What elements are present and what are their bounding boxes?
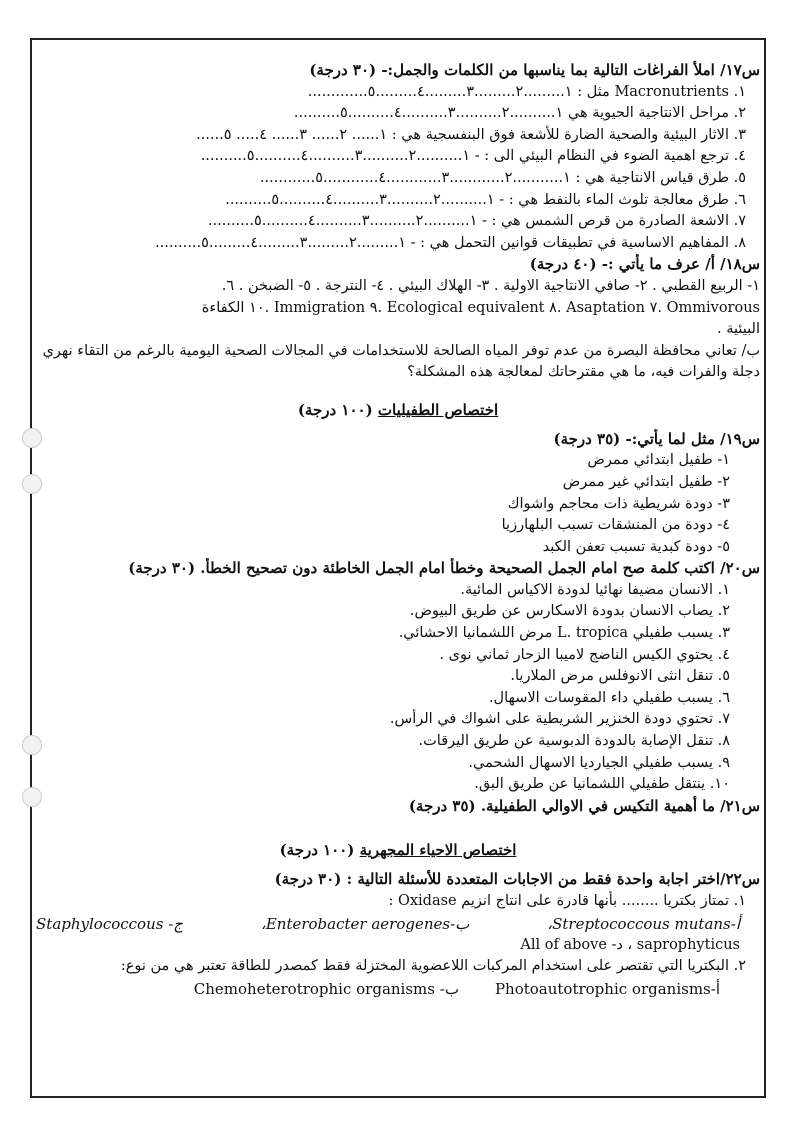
- option-b: ب- Chemoheterotrophic organisms: [193, 979, 459, 998]
- option-b: ب-Enterobacter aerogenes،: [260, 914, 470, 933]
- section-header-microbiology: [36, 837, 760, 863]
- q22-item: ٢. البكتريا التي تقتصر على استخدام المركبات اللاعضوية المختزلة فقط كمصدر للطاقة تعتبر هي من نوع:: [120, 958, 746, 975]
- q18-b: ب/ تعاني محافظة البصرة من عدم توفر المياه الصالحة للاستخدامات في المجالات الصحية اليومية بالرغم من التقاء نهري دجلة والفرات فيه، ما هي مقترحاتك لمعالجة هذه المشكلة؟: [42, 342, 760, 380]
- option-c: ج- Staphylococcous: [36, 914, 183, 933]
- q18-row: البيئية .: [717, 321, 760, 338]
- q20-item: ٩. يسبب طفيلي الجيارديا الاسهال الشحمي.: [468, 754, 730, 771]
- q19-item: ٥- دودة كبدية تسبب تعفن الكبد: [542, 538, 730, 555]
- q17-item: ٥. طرق قياس الانتاجية هي : ١...........٢............٣............٤............٥............: [259, 169, 746, 186]
- q18-row: Ommivorous .٧ Asaptation .٨ Ecological equivalent .٩ Immigration .١٠ الكفاءة: [201, 299, 760, 316]
- q20-item: ١٠. ينتقل طفيلي اللشمانيا عن طريق البق.: [474, 776, 730, 793]
- q17-item: ٣. الاثار البيئية والصحية الضارة للأشعة فوق البنفسجية هي : ١...... ٢...... ٣...... ٤..... ٥......: [196, 126, 746, 143]
- q17-item: ٤. ترجع اهمية الضوء في النظام البيئي الى : - ١..........٢..........٣..........٤..........٥..........: [200, 148, 746, 165]
- option-a: أ-Streptococcous mutans،: [547, 914, 740, 933]
- q20-item: ٥. تنقل انثى الانوفلس مرض الملاريا.: [510, 668, 730, 685]
- q20-item: ٦. يسبب طفيلي داء المقوسات الاسهال.: [488, 689, 730, 706]
- q22-item: ١. تمتاز بكتريا ........ بأنها قادرة على انتاج انزيم Oxidase :: [388, 893, 746, 909]
- q20-item: ٢. يصاب الانسان بدودة الاسكارس عن طريق البيوض.: [409, 603, 730, 620]
- section-name: اختصاص الطفيليات: [377, 400, 499, 419]
- q18-row: ١- الربيع القطبي . ٢- صافي الانتاجية الاولية . ٣- الهلاك البيئي . ٤- النترجة . ٥- الضبخن . ٦.: [221, 277, 760, 294]
- q22-options: [36, 913, 760, 935]
- section-marks: (١٠٠ درجة): [297, 400, 373, 419]
- q20-item: ١. الانسان مضيفا نهائيا لدودة الاكياس المائية.: [460, 581, 730, 598]
- q17-item: ٢. مراحل الانتاجية الحيوية هي ١..........٢..........٣..........٤..........٥..........: [293, 105, 746, 122]
- q20-title: س٢٠/ اكتب كلمة صح امام الجمل الصحيحة وخطأ امام الجمل الخاطئة دون تصحيح الخطأ. (٣٠ درجة): [128, 559, 760, 578]
- q19-item: ٢- طفيل ابتدائي غير ممرض: [562, 473, 730, 490]
- q19-item: ٣- دودة شريطية ذات محاجم واشواك: [507, 495, 730, 512]
- exam-page: [36, 60, 760, 1000]
- q17-item: ١. Macronutrients مثل : ١.........٢.........٣.........٤.........٥.............: [307, 83, 746, 100]
- q17-item: ٨. المفاهيم الاساسية في تطبيقات قوانين التحمل هي : - ١.........٢.........٣.........٤.........٥..........: [155, 234, 746, 251]
- q17-title: س١٧/ املأ الفراغات التالية بما يناسبها من الكلمات والجمل:- (٣٠ درجة): [309, 61, 760, 79]
- q22-title: س٢٢/اختر اجابة واحدة فقط من الاجابات المتعددة للأسئلة التالية : (٣٠ درجة): [274, 870, 760, 889]
- q20-item: ٨. تنقل الإصابة بالدودة الدبوسية عن طريق اليرقات.: [418, 733, 730, 750]
- section-header-parasites: [36, 397, 760, 423]
- q22-options: [36, 978, 760, 1000]
- q20-item: ٤. يحتوي الكيس الناضج لاميبا الزحار ثماني نوى .: [439, 646, 730, 663]
- q17-item: ٧. الاشعة الصادرة من قرص الشمس هي : - ١..........٢..........٣..........٤..........٥..........: [207, 213, 746, 230]
- section-name: اختصاص الاحياء المجهرية: [359, 841, 517, 860]
- q19-item: ٤- دودة من المنشقات تسبب البلهارزيا: [501, 517, 730, 534]
- q19-item: ١- طفيل ابتدائي ممرض: [587, 452, 730, 469]
- q20-item: ٣. يسبب طفيلي L. tropica مرض اللشمانيا الاحشائي.: [398, 625, 730, 642]
- section-marks: (١٠٠ درجة): [279, 841, 355, 860]
- q19-title: س١٩/ مثل لما يأتي:- (٣٥ درجة): [553, 429, 760, 448]
- q17-item: ٦. طرق معالجة تلوث الماء بالنفط هي : - ١..........٢..........٣..........٤..........٥..........: [225, 191, 746, 208]
- q20-item: ٧. تحتوي دودة الخنزير الشريطية على اشواك في الرأس.: [389, 711, 730, 728]
- q21-title: س٢١/ ما أهمية التكيس في الاوالي الطفيلية. (٣٥ درجة): [408, 796, 760, 815]
- option-a: أ-Photoautotrophic organisms: [494, 979, 720, 998]
- q18-title: س١٨/ أ/ عرف ما يأتي :- (٤٠ درجة): [529, 255, 760, 274]
- q22-options-cont: saprophyticus ، د- All of above: [520, 936, 740, 953]
